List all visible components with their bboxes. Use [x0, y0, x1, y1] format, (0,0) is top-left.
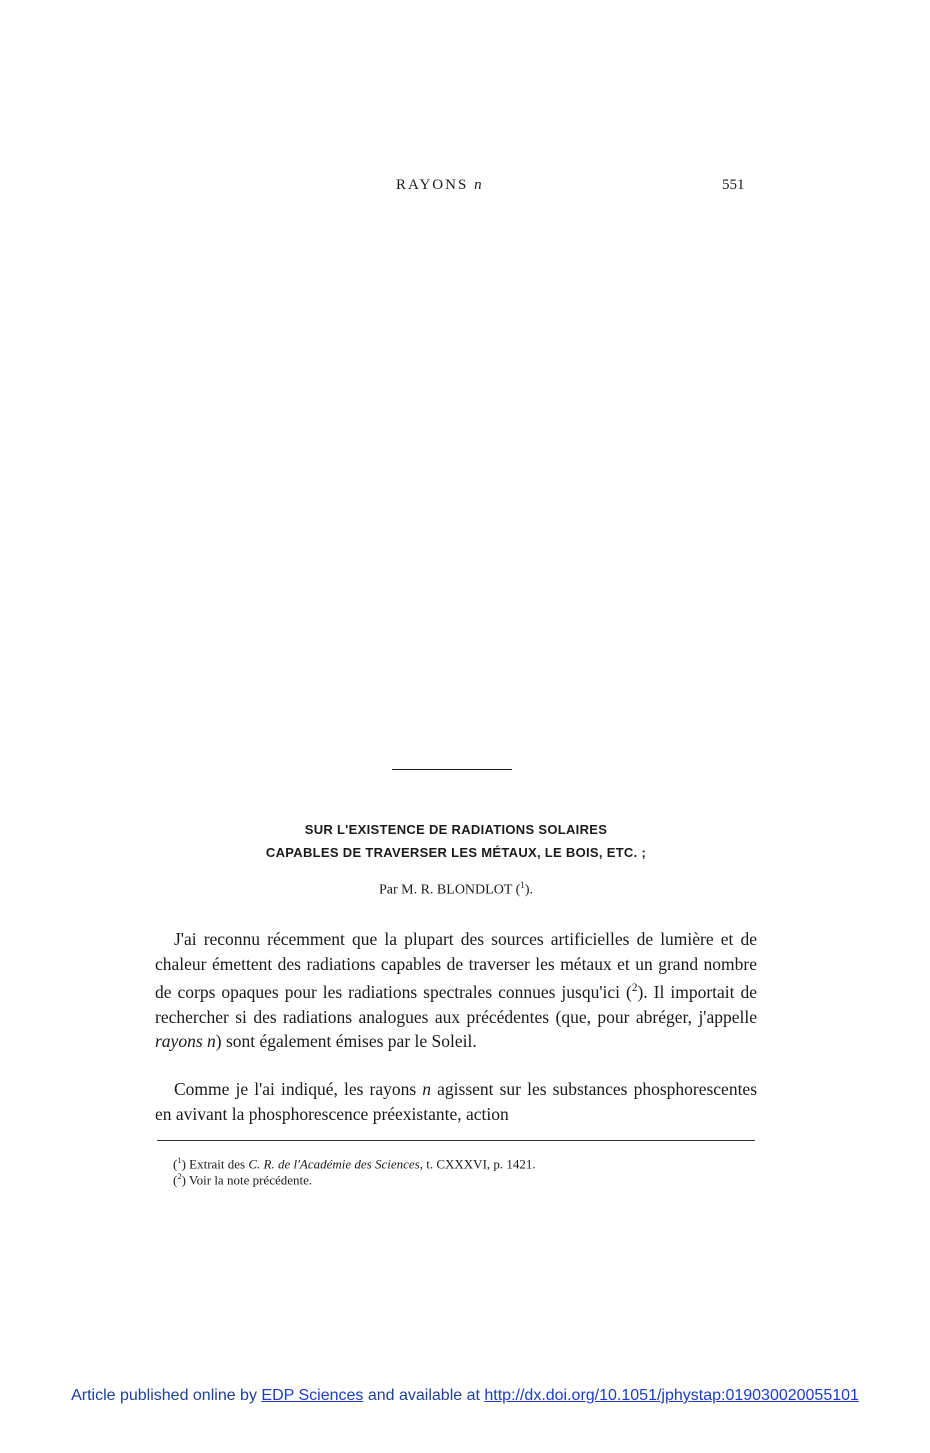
- footnote-ref-2: 2: [631, 982, 638, 995]
- author-name: Par M. R. BLONDLOT: [378, 882, 513, 898]
- running-head: [396, 177, 482, 194]
- paragraph-1: J'ai reconnu récemment que la plupart des sources artificielles de lumière et de chaleur émettent des radiations capables de traverser les métaux et un grand nombre de corps opaques pour les radiations spectrales connues jusqu'ici ($^2$). Il importait de rechercher si des radiations analogues aux précédentes (que, pour abréger, j'appelle rayons n) sont également émises par le Soleil.: [155, 929, 757, 1052]
- author-footnote-ref: 1: [520, 880, 525, 890]
- paragraph-1-text-b: . Il importait de rechercher si des radiations analogues aux précédentes (que, pour abréger, j'appelle: [155, 982, 757, 1027]
- footnote-1-mark: 1: [177, 1155, 182, 1165]
- publication-credit: [0, 1387, 930, 1405]
- doi-link[interactable]: http://dx.doi.org/10.1051/jphystap:019030020055101: [484, 1387, 859, 1404]
- footnote-1-text-b: , t. CXXXVI, p. 1421.: [419, 1156, 536, 1172]
- paragraph-2-text-b: agissent sur les substances phosphorescentes en avivant la phosphorescence préexistante, action: [155, 1079, 758, 1124]
- paragraph-1-text-c: ) sont également émises par le Soleil.: [215, 1031, 477, 1052]
- footnote-rule: [157, 1140, 755, 1141]
- article-title-line1: SUR L'EXISTENCE DE RADIATIONS SOLAIRES: [304, 822, 608, 837]
- running-head-text: RAYONS: [396, 177, 469, 193]
- publisher-link[interactable]: EDP Sciences: [261, 1387, 364, 1404]
- paragraph-2-italic: n: [422, 1079, 432, 1099]
- paragraph-2: [155, 1077, 757, 1126]
- article-title-line2: CAPABLES DE TRAVERSER LES MÉTAUX, LE BOIS, ETC. ;: [265, 845, 647, 860]
- paragraph-1-text-a: J'ai reconnu récemment que la plupart des sources artificielles de lumière et de chaleur émettent des radiations capables de traverser les métaux et un grand nombre de corps opaques pour les radiations spectrales connues jusqu'ici: [155, 929, 757, 1003]
- credit-middle: and available at: [367, 1387, 480, 1404]
- footnote-1-italic: C. R. de l'Académie des Sciences: [248, 1156, 420, 1172]
- article-author: Par M. R. BLONDLOT ($^1$).: [378, 880, 534, 898]
- page-number: 551: [722, 177, 745, 193]
- footnote-2-mark: 2: [177, 1171, 182, 1181]
- credit-prefix: Article published online by: [71, 1387, 257, 1404]
- paragraph-1-italic: rayons n: [155, 1031, 216, 1052]
- section-divider: [392, 769, 512, 770]
- footnote-1: ($^1$) Extrait des C. R. de l'Académie des Sciences, t. CXXXVI, p. 1421.: [173, 1155, 536, 1172]
- running-head-italic: n: [474, 177, 482, 193]
- paragraph-2-text-a: Comme je l'ai indiqué, les rayons: [174, 1079, 417, 1099]
- footnote-2: ($^2$) Voir la note précédente.: [173, 1171, 313, 1188]
- footnote-1-text-a: Extrait des: [189, 1156, 246, 1172]
- footnote-2-text: Voir la note précédente.: [188, 1172, 313, 1188]
